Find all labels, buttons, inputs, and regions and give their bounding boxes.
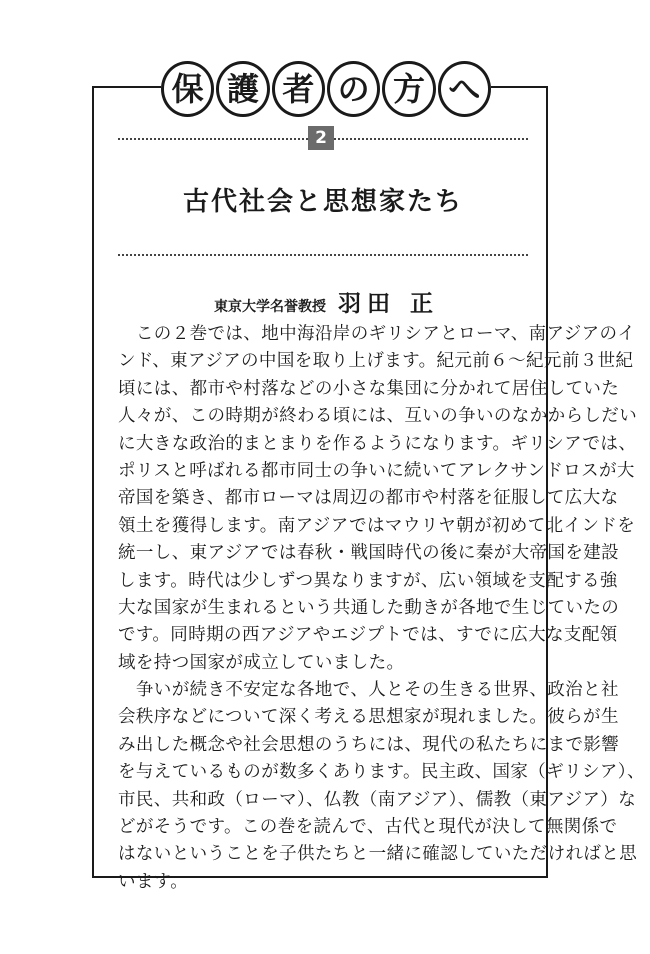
text-line: に大きな政治的まとまりを作るようになります。ギリシアでは、	[118, 433, 637, 454]
text-line: この２巻では、地中海沿岸のギリシアとローマ、南アジアのイ	[118, 324, 636, 344]
text-line: ンド、東アジアの中国を取り上げます。紀元前６〜紀元前３世紀	[118, 351, 634, 372]
volume-number-badge: 2	[308, 126, 334, 150]
text-line: 統一し、東アジアでは春秋・戦国時代の後に秦が大帝国を建設	[118, 543, 620, 564]
title-char: 護	[216, 61, 269, 117]
article-title: 古代社会と思想家たち	[182, 187, 463, 217]
title-char: へ	[438, 61, 491, 117]
author-name: 羽田 正	[338, 291, 440, 317]
dotted-divider-bottom	[118, 254, 528, 256]
text-line: ポリスと呼ばれる都市同士の争いに続いてアレクサンドロスが大	[118, 460, 635, 481]
text-line: 頃には、都市や村落などの小さな集団に分かれて居住していた	[118, 378, 620, 399]
text-line: はないということを子供たちと一緒に確認していただければと思	[118, 844, 638, 865]
title-char: の	[327, 61, 380, 117]
body-text	[118, 321, 645, 896]
text-line: 市民、共和政（ローマ）、仏教（南アジア）、儒教（東アジア）な	[118, 789, 637, 810]
text-line: です。同時期の西アジアやエジプトでは、すでに広大な支配領	[118, 625, 618, 646]
text-line: 帝国を築き、都市ローマは周辺の都市や村落を征服して広大な	[118, 488, 619, 509]
text-line: み出した概念や社会思想のうちには、現代の私たちにまで影響	[118, 734, 620, 755]
title-char: 者	[272, 61, 325, 117]
title-char: 方	[382, 61, 435, 117]
text-line: します。時代は少しずつ異なりますが、広い領域を支配する強	[118, 570, 618, 591]
author-credit	[214, 288, 514, 318]
text-line: います。	[118, 871, 189, 892]
section-title-banner	[161, 58, 491, 120]
text-line: どがそうです。この巻を読んで、古代と現代が決して無関係で	[118, 817, 618, 838]
title-char: 保	[161, 61, 214, 117]
text-line: 争いが続き不安定な各地で、人とその生きる世界、政治と社	[118, 680, 619, 701]
text-line: を与えているものが数多くあります。民主政、国家（ギリシア）、	[118, 762, 645, 783]
author-title: 東京大学名誉教授	[214, 299, 326, 315]
text-line: 領土を獲得します。南アジアではマウリヤ朝が初めて北インドを	[118, 515, 636, 536]
text-line: 人々が、この時期が終わる頃には、互いの争いのなかからしだい	[118, 406, 638, 427]
text-line: 会秩序などについて深く考える思想家が現れました。彼らが生	[118, 707, 619, 728]
text-line: 域を持つ国家が成立していました。	[118, 652, 405, 673]
text-line: 大な国家が生まれるという共通した動きが各地で生じていたの	[118, 597, 620, 618]
